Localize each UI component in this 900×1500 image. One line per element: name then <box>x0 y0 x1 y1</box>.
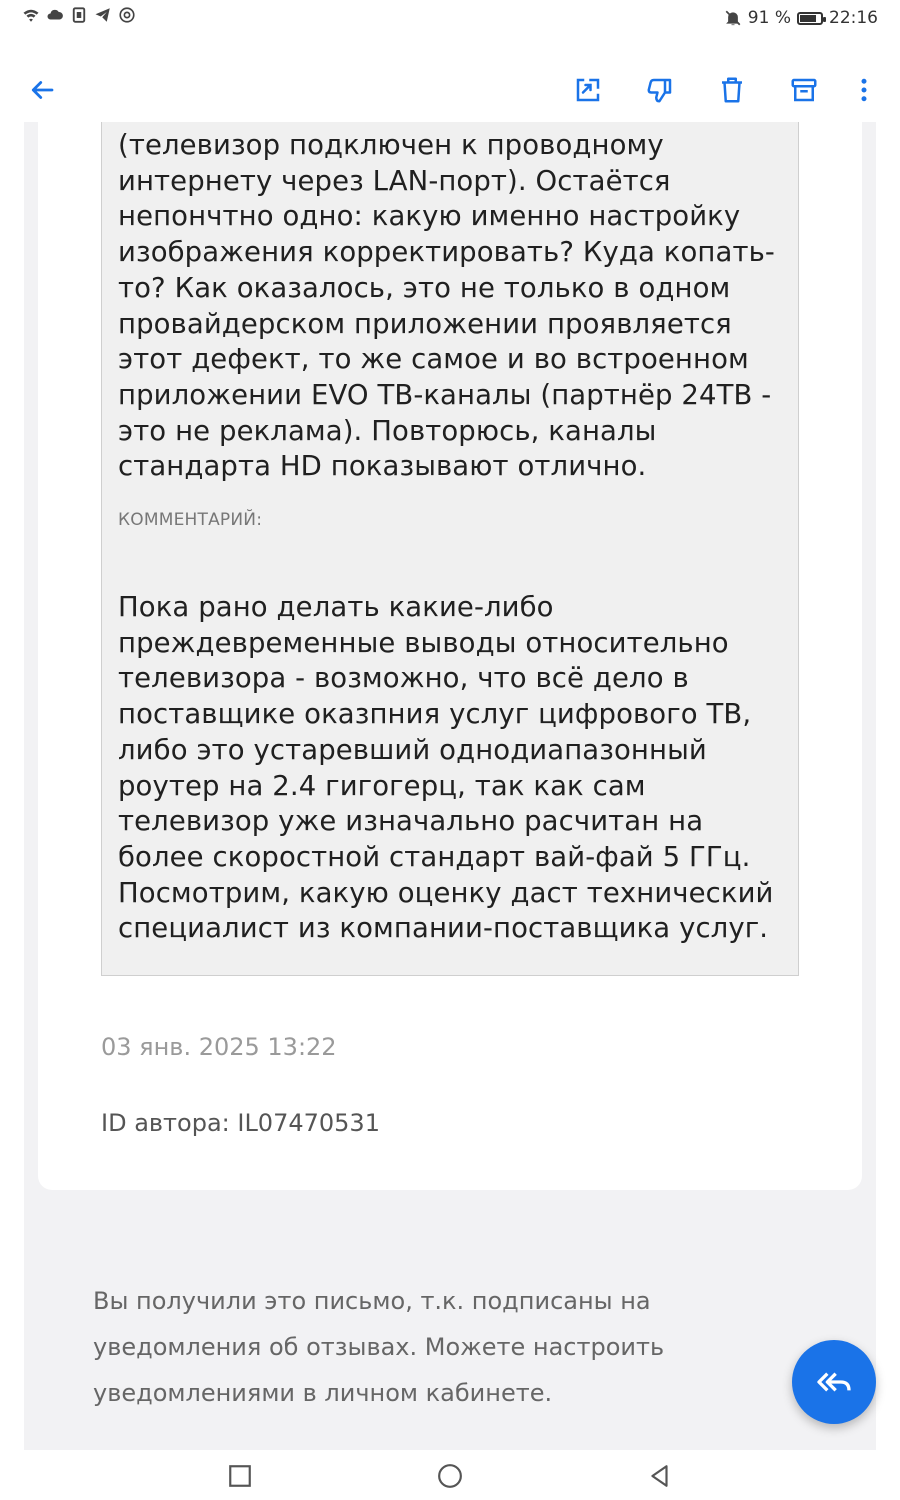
archive-button[interactable] <box>786 72 822 108</box>
review-quote-box <box>101 122 799 976</box>
at-icon <box>118 6 136 24</box>
move-icon <box>573 75 603 105</box>
home-button[interactable] <box>436 1462 464 1490</box>
telegram-icon <box>94 6 112 24</box>
archive-icon <box>789 75 819 105</box>
status-bar <box>0 0 900 38</box>
footer-note: Вы получили это письмо, т.к. подписаны на уведомления об отзывах. Можете настроить уведомлениями в личном кабинете. <box>93 1287 665 1407</box>
dislike-icon <box>645 75 675 105</box>
battery-icon <box>797 12 823 25</box>
reply-all-button[interactable] <box>792 1340 876 1424</box>
clock: 22:16 <box>829 8 878 28</box>
circle-home-icon <box>437 1463 463 1489</box>
footer-next-line-cut <box>93 1434 493 1450</box>
comment-text: Пока рано делать какие-либо преждевременные выводы относительно телевизора - возможно, что всё дело в поставщике оказпния услуг цифрового ТВ, либо это устаревший однодиапазонный роутер на 2.4 гигогерц, так как сам телевизор уже изначально расчитан на более скоростной стандарт вай-фай 5 ГГц. Посмотрим, какую оценку даст технический специалист из компании-поставщика услуг. <box>118 591 774 945</box>
trash-icon <box>717 75 747 105</box>
wifi-icon <box>22 6 40 24</box>
system-nav-bar <box>0 1450 900 1500</box>
author-id: ID автора: IL07470531 <box>101 1109 380 1137</box>
triangle-back-icon <box>647 1463 673 1489</box>
back-nav-button[interactable] <box>646 1462 674 1490</box>
more-vertical-icon <box>849 75 879 105</box>
bell-muted-icon <box>724 9 742 27</box>
more-button[interactable] <box>846 72 882 108</box>
comment-label: КОММЕНТАРИЙ: <box>118 510 263 530</box>
battery-percent: 91 % <box>747 8 791 28</box>
sim-icon <box>70 6 88 24</box>
cloud-icon <box>46 6 64 24</box>
arrow-left-icon <box>27 75 57 105</box>
delete-button[interactable] <box>714 72 750 108</box>
review-text: (телевизор подключен к проводному интернету через LAN-порт). Остаётся непончтно одно: какую именно настройку изображения корректировать? Куда копать-то? Как оказалось, это не только в одном провайдерском приложении проявляется этот дефект, то же самое и во встроенном приложении EVO ТВ-каналы (партнёр 24ТВ - это не реклама). Повторюсь, каналы стандарта HD показывают отлично. <box>118 129 775 483</box>
status-left-icons <box>22 6 136 24</box>
dislike-button[interactable] <box>642 72 678 108</box>
mail-toolbar <box>0 58 900 122</box>
reply-all-icon <box>814 1362 854 1402</box>
status-right <box>724 8 878 28</box>
square-recent-icon <box>227 1463 253 1489</box>
back-button[interactable] <box>24 72 60 108</box>
recents-button[interactable] <box>226 1462 254 1490</box>
review-date: 03 янв. 2025 13:22 <box>101 1033 337 1061</box>
move-button[interactable] <box>570 72 606 108</box>
